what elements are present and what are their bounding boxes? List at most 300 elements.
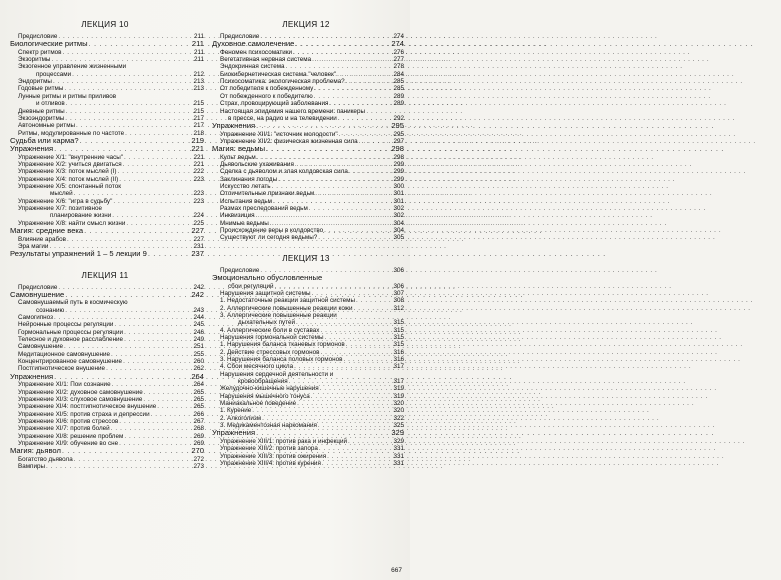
dot-leader [111, 425, 191, 432]
toc-entry-page: 211 [191, 39, 204, 49]
toc-entry[interactable] [6, 329, 204, 336]
toc-entry-title: Происхождение веры в колдовство [220, 227, 324, 235]
toc-entry-page: 301 [393, 197, 404, 205]
toc-entry[interactable] [208, 168, 404, 175]
toc-entry-title: Упражнения [10, 144, 54, 154]
toc-entry-page: 262 [193, 365, 204, 373]
toc-entry-page: 246 [193, 328, 204, 336]
toc-entry-title: Упражнение X/7: позитивное [18, 205, 102, 213]
toc-entry-title: Маниакальное поведение [220, 400, 297, 408]
toc-entry-title: Упражнение XI/7: против болей [18, 425, 110, 433]
toc-entry[interactable] [208, 378, 404, 385]
toc-entry-page: 274 [393, 33, 404, 40]
toc-entry-title: Предисловие [18, 283, 58, 291]
toc-section[interactable] [208, 274, 404, 282]
dot-leader [157, 403, 191, 410]
toc-entry-page: 221 [193, 161, 204, 169]
toc-entry-title: Испытания ведьм [220, 197, 273, 205]
dot-leader [111, 351, 191, 358]
toc-entry-page: 272 [193, 455, 204, 463]
toc-entry-page: 308 [393, 297, 404, 305]
toc-entry-title: Упражнение XII/1: "источник молодости" [220, 130, 338, 138]
toc-entry[interactable] [208, 227, 404, 234]
toc-entry-page: 243 [193, 306, 204, 314]
toc-entry-title: Постгипнотическое внушение [18, 365, 106, 373]
toc-entry-page: 273 [193, 463, 204, 471]
toc-entry-title: Упражнение X/3: поток мыслей (I) [18, 168, 117, 176]
toc-entry[interactable] [6, 299, 204, 306]
toc-entry-title: Размах преследований ведьм [220, 205, 308, 213]
toc-entry[interactable] [208, 407, 404, 414]
toc-entry-page: 223 [193, 175, 204, 183]
toc-entry-page: 317 [393, 378, 404, 386]
dot-leader [257, 154, 391, 161]
toc-entry-page: 255 [193, 350, 204, 358]
toc-section[interactable] [6, 447, 204, 455]
toc-left-column [6, 14, 204, 470]
toc-entry[interactable] [6, 63, 204, 70]
toc-entry[interactable] [208, 393, 404, 400]
dot-leader [312, 56, 391, 63]
toc-entry-page: 300 [393, 183, 404, 191]
toc-entry[interactable] [6, 463, 204, 470]
toc-entry[interactable] [6, 115, 204, 122]
toc-entry-title: Настоящая эпидемия нашего времени: паникеры [220, 107, 365, 115]
toc-entry[interactable] [6, 411, 204, 418]
toc-entry-page: 306 [393, 266, 404, 274]
toc-entry-title: Культ ведьм [220, 153, 256, 161]
toc-entry[interactable] [208, 415, 404, 422]
toc-entry-title: Предисловие [220, 33, 260, 40]
toc-entry-title: Упражнения [212, 428, 256, 438]
toc-entry-title: Магия: дьявол [10, 446, 61, 456]
toc-section[interactable] [208, 429, 404, 437]
dot-leader [112, 381, 191, 388]
dot-leader [320, 385, 391, 392]
toc-entry[interactable] [6, 49, 204, 56]
toc-entry[interactable] [6, 403, 204, 410]
toc-entry-page: 222 [193, 168, 204, 176]
toc-entry[interactable] [208, 460, 404, 467]
toc-entry-page: 215 [193, 100, 204, 108]
toc-entry-page: 267 [193, 417, 204, 425]
dot-leader [297, 400, 391, 407]
toc-entry-page: 265 [193, 403, 204, 411]
toc-entry[interactable] [6, 358, 204, 365]
toc-entry-page: 307 [393, 289, 404, 297]
toc-entry[interactable] [208, 400, 404, 407]
dot-leader [337, 71, 391, 78]
toc-entry-title: Эндокринная система [220, 63, 285, 71]
toc-entry-title: Эмоционально обусловленные [212, 273, 323, 283]
toc-entry-title: Нарушения защитной системы [220, 289, 311, 297]
toc-entry-page: 224 [193, 212, 204, 220]
dot-leader [256, 212, 391, 219]
toc-entry-title: сознанию [36, 306, 65, 314]
toc-entry-title: Упражнение XI/9: обучение во сне [18, 439, 119, 447]
toc-section[interactable] [6, 373, 204, 381]
toc-entry-title: планирование жизни [50, 212, 112, 220]
toc-section[interactable] [208, 40, 404, 48]
toc-entry-title: От побежденного к победителю [220, 92, 313, 100]
toc-entry-title: 1. Нарушения баланса тканевых гормонов [220, 341, 345, 349]
toc-entry-title: Инквизиция [220, 212, 255, 220]
dot-leader [315, 190, 391, 197]
toc-entry-title: мыслей [50, 190, 73, 198]
toc-entry-page: 212 [193, 70, 204, 78]
dot-leader [114, 321, 191, 328]
toc-entry-page: 299 [393, 175, 404, 183]
toc-entry-page: 298 [391, 144, 404, 154]
toc-entry-page: 302 [393, 205, 404, 213]
toc-entry-page: 297 [393, 137, 404, 145]
toc-entry-page: 211 [193, 33, 204, 40]
dot-leader [329, 100, 391, 107]
toc-entry-page: 221 [191, 144, 204, 154]
toc-entry-title: 3. Нарушения баланса половых гормонов [220, 356, 343, 363]
toc-entry[interactable] [208, 234, 404, 241]
toc-entry[interactable] [6, 183, 204, 190]
toc-entry-title: 1. Недостаточные реакции защитной системы [220, 297, 355, 305]
dot-leader [349, 168, 391, 175]
toc-entry[interactable] [6, 93, 204, 100]
toc-entry-title: и отливов [36, 100, 65, 108]
toc-entry-page: 315 [393, 333, 404, 341]
toc-entry-page: 219 [191, 135, 204, 145]
toc-entry[interactable] [208, 108, 404, 115]
toc-entry-page: 295 [391, 121, 404, 131]
dot-leader [143, 396, 191, 403]
toc-entry[interactable] [6, 100, 204, 107]
toc-entry-title: Самогипноз [18, 314, 53, 322]
toc-entry[interactable] [6, 236, 204, 243]
toc-entry-title: Эра магии [18, 242, 49, 250]
toc-entry[interactable] [208, 453, 404, 460]
toc-entry-page: 211 [193, 48, 204, 56]
toc-entry-title: Упражнение X/2: учиться двигаться [18, 161, 122, 169]
toc-entry-title: сбои регуляций [228, 282, 274, 290]
dot-leader [273, 198, 391, 205]
dot-leader [123, 161, 191, 168]
toc-entry-title: Спектр ритмов [18, 48, 62, 56]
dot-leader [272, 183, 391, 190]
toc-entry[interactable] [208, 198, 404, 205]
toc-entry[interactable] [6, 56, 204, 63]
lecture-title: ЛЕКЦИЯ 10 [81, 20, 129, 29]
toc-entry[interactable] [6, 198, 204, 205]
toc-entry-title: Феномен психосоматики [220, 48, 293, 56]
toc-entry[interactable] [6, 307, 204, 314]
toc-entry-title: Концентрированное самовнушение [18, 358, 123, 366]
toc-entry[interactable] [6, 85, 204, 92]
toc-entry-title: 2. Алкоголизм [220, 414, 262, 422]
toc-entry-page: 331 [393, 452, 404, 460]
toc-entry-page: 268 [193, 425, 204, 433]
toc-entry-title: 3. Аллергические повышенные реакции [220, 311, 337, 319]
toc-entry-page: 285 [393, 78, 404, 86]
dot-leader [320, 349, 391, 356]
toc-entry-title: 4. Сбои месячного цикла [220, 363, 294, 371]
toc-entry-title: Экзогенное управление жизненными [18, 63, 127, 71]
toc-entry-page: 298 [393, 153, 404, 161]
dot-leader [124, 336, 191, 343]
dot-leader [346, 341, 391, 348]
toc-entry-title: Магия: ведьмы [212, 144, 266, 154]
toc-entry-page: 245 [193, 321, 204, 329]
dot-leader [124, 154, 191, 161]
dot-leader [66, 108, 191, 115]
toc-entry-title: Упражнение XI/6: против стрессов [18, 417, 119, 425]
toc-entry-page: 213 [193, 78, 204, 86]
section-gap [6, 259, 204, 265]
toc-entry[interactable] [208, 297, 404, 304]
toc-entry[interactable] [6, 168, 204, 175]
toc-entry[interactable] [6, 154, 204, 161]
dot-leader [64, 85, 191, 92]
toc-entry-page: 315 [393, 326, 404, 334]
dot-leader [309, 205, 391, 212]
toc-entry-page: 269 [193, 439, 204, 447]
toc-entry-title: Вегетативная нервная система [220, 56, 312, 64]
toc-entry-title: Биокибернетическая система "человек" [220, 70, 337, 78]
toc-entry-title: Заклинания погоды [220, 175, 278, 183]
toc-entry[interactable] [208, 205, 404, 212]
dot-leader [348, 438, 391, 445]
dot-leader [151, 411, 191, 418]
toc-entry-title: От победителя к побежденному [220, 85, 314, 93]
toc-entry-title: процессами [36, 70, 72, 78]
toc-entry[interactable] [6, 425, 204, 432]
toc-entry-page: 325 [393, 422, 404, 430]
toc-entry[interactable] [208, 212, 404, 219]
toc-entry-page: 251 [193, 343, 204, 351]
dot-leader [65, 115, 191, 122]
toc-entry[interactable] [6, 396, 204, 403]
toc-entry-title: Существуют ли сегодня ведьмы? [220, 234, 318, 242]
toc-entry-page: 265 [193, 388, 204, 396]
toc-entry-page: 285 [393, 85, 404, 93]
lecture-title: ЛЕКЦИЯ 12 [282, 20, 330, 29]
toc-entry-page: 260 [193, 358, 204, 366]
dot-leader [339, 131, 391, 138]
toc-entry[interactable] [208, 100, 404, 107]
dot-leader [46, 463, 191, 470]
toc-entry-title: Экзоэндоритмы [18, 114, 65, 122]
toc-entry-title: Самовнушение [10, 289, 65, 299]
toc-entry-page: 278 [393, 63, 404, 71]
toc-entry-title: Медитационное самовнушение [18, 350, 111, 358]
dot-leader [319, 445, 391, 452]
toc-section[interactable] [6, 227, 204, 235]
toc-entry[interactable] [208, 154, 404, 161]
toc-entry-title: Желудочно-кишечные нарушения [220, 385, 319, 393]
dot-leader [113, 198, 191, 205]
toc-entry-title: Страх, провоцирующий заболевания [220, 100, 329, 108]
dot-leader [123, 358, 191, 365]
dot-leader [89, 40, 191, 48]
toc-entry-page: 274 [391, 39, 404, 49]
page-number: 667 [391, 567, 402, 574]
dot-leader [275, 283, 391, 290]
toc-section[interactable] [208, 145, 404, 153]
toc-entry-title: 4. Аллергические боли в суставах [220, 326, 320, 334]
toc-entry[interactable] [208, 190, 404, 197]
toc-entry-title: Дневные ритмы [18, 107, 65, 115]
dot-leader [148, 250, 190, 258]
toc-entry-title: Упражнение XIII/1: против рака и инфекций [220, 437, 348, 445]
toc-entry[interactable] [208, 385, 404, 392]
toc-entry-page: 269 [193, 432, 204, 440]
toc-entry-page: 242 [191, 289, 204, 299]
dot-leader [63, 49, 191, 56]
toc-entry-page: 215 [193, 107, 204, 115]
toc-entry[interactable] [6, 78, 204, 85]
toc-entry-title: Гормональные процессы регуляции [18, 328, 124, 336]
toc-section[interactable] [6, 40, 204, 48]
toc-entry-page: 276 [393, 48, 404, 56]
toc-entry[interactable] [6, 321, 204, 328]
toc-entry[interactable] [6, 343, 204, 350]
toc-entry[interactable] [208, 63, 404, 70]
toc-entry[interactable] [6, 433, 204, 440]
toc-entry-title: Упражнение XI/1: Пои сознание [18, 381, 111, 389]
toc-entry-title: 2. Действие стрессовых гормонов [220, 348, 320, 356]
toc-entry[interactable] [208, 319, 404, 326]
toc-entry[interactable] [6, 205, 204, 212]
toc-entry-title: Предисловие [220, 266, 260, 274]
toc-entry-page: 211 [193, 56, 204, 64]
dot-leader [289, 378, 391, 385]
dot-leader [119, 176, 191, 183]
toc-entry[interactable] [208, 56, 404, 63]
toc-entry[interactable] [208, 445, 404, 452]
toc-entry[interactable] [6, 212, 204, 219]
toc-entry-page: 299 [393, 168, 404, 176]
toc-entry[interactable] [208, 371, 404, 378]
toc-entry-title: Самовнушение [18, 343, 63, 351]
dot-leader [53, 78, 191, 85]
toc-entry-page: 223 [193, 197, 204, 205]
dot-leader [324, 227, 391, 234]
toc-entry-title: Дьявольские ухаживания [220, 161, 294, 169]
toc-entry-title: Психосоматика: экологическая проблема? [220, 78, 345, 86]
toc-entry-page: 301 [393, 190, 404, 198]
toc-entry[interactable] [208, 438, 404, 445]
toc-entry[interactable] [6, 381, 204, 388]
dot-leader [84, 227, 190, 235]
toc-entry[interactable] [208, 349, 404, 356]
toc-entry-page: 277 [393, 56, 404, 64]
toc-section[interactable] [6, 145, 204, 153]
toc-entry-page: 315 [393, 341, 404, 349]
toc-entry-title: 2. Аллергические повышенные реакции кожи [220, 304, 353, 312]
toc-entry-page: 319 [393, 392, 404, 400]
toc-entry[interactable] [6, 176, 204, 183]
toc-entry[interactable] [6, 351, 204, 358]
toc-entry[interactable] [208, 283, 404, 290]
toc-entry-page: 305 [393, 234, 404, 242]
toc-entry-title: Упражнение X/8: найти смысл жизни [18, 219, 126, 227]
toc-entry[interactable] [6, 108, 204, 115]
dot-leader [343, 356, 391, 363]
toc-entry[interactable] [6, 456, 204, 463]
toc-entry[interactable] [208, 327, 404, 334]
dot-leader [346, 78, 391, 85]
toc-section[interactable] [208, 122, 404, 130]
dot-leader [286, 63, 391, 70]
toc-entry[interactable] [208, 49, 404, 56]
dot-leader [294, 363, 391, 370]
toc-entry-page: 317 [393, 363, 404, 371]
toc-section[interactable] [6, 250, 204, 258]
toc-entry-title: Нарушения сердечной деятельности и [220, 370, 334, 378]
toc-entry[interactable] [6, 389, 204, 396]
toc-entry-page: 322 [393, 414, 404, 422]
toc-entry[interactable] [6, 336, 204, 343]
toc-entry-page: 295 [393, 130, 404, 138]
toc-entry[interactable] [6, 190, 204, 197]
toc-entry-title: Мнимые ведьмы [220, 219, 269, 227]
toc-entry-title: Упражнения [212, 121, 256, 131]
toc-entry-title: Упражнение XIII/3: против ожирения [220, 452, 327, 460]
toc-entry[interactable] [208, 85, 404, 92]
toc-entry[interactable] [208, 341, 404, 348]
toc-entry[interactable] [208, 363, 404, 370]
toc-entry-page: 320 [393, 400, 404, 408]
dot-leader [144, 389, 191, 396]
toc-entry[interactable] [208, 161, 404, 168]
toc-entry-title: Богатство дьявола [18, 455, 73, 463]
toc-entry-title: Телесное и духовное расслабление [18, 336, 124, 344]
toc-entry-page: 227 [191, 226, 204, 236]
toc-entry-title: Отличительные признаки ведьм [220, 190, 315, 198]
dot-leader [293, 49, 391, 56]
toc-entry-title: Нейронные процессы регуляции [18, 321, 114, 329]
toc-entry-page: 223 [193, 190, 204, 198]
toc-entry-title: Годовые ритмы [18, 85, 64, 93]
toc-entry-page: 316 [393, 348, 404, 356]
toc-entry[interactable] [208, 305, 404, 312]
toc-entry-page: 270 [191, 446, 204, 456]
toc-entry-title: Упражнение XI/5: против страха и депрессии [18, 410, 150, 418]
toc-entry[interactable] [208, 176, 404, 183]
toc-entry-title: дыхательных путей [238, 319, 295, 327]
toc-entry[interactable] [6, 122, 204, 129]
toc-entry[interactable] [208, 183, 404, 190]
toc-entry-title: Предисловие [18, 33, 58, 40]
toc-entry-title: Упражнение XI/4: постгипнотическое внушение [18, 403, 157, 411]
toc-entry[interactable] [208, 220, 404, 227]
toc-entry-page: 225 [193, 219, 204, 227]
toc-entry-page: 289 [393, 92, 404, 100]
dot-leader [256, 122, 390, 130]
toc-entry-page: 299 [393, 161, 404, 169]
toc-entry-page: 306 [393, 282, 404, 290]
toc-entry-title: Упражнение XIII/4: против курения [220, 459, 321, 467]
toc-entry-page: 329 [391, 428, 404, 438]
toc-entry[interactable] [208, 131, 404, 138]
toc-entry-page: 284 [393, 70, 404, 78]
toc-entry[interactable] [6, 71, 204, 78]
toc-entry-page: 302 [393, 212, 404, 220]
toc-entry-title: Экзоритмы [18, 56, 51, 64]
dot-leader [270, 220, 391, 227]
toc-entry-page: 221 [193, 153, 204, 161]
dot-leader [320, 327, 391, 334]
dot-leader [327, 453, 391, 460]
toc-entry-title: Самовнушаемый путь в космическую [18, 299, 128, 307]
toc-entry-title: Нарушения гормональной системы [220, 333, 324, 341]
